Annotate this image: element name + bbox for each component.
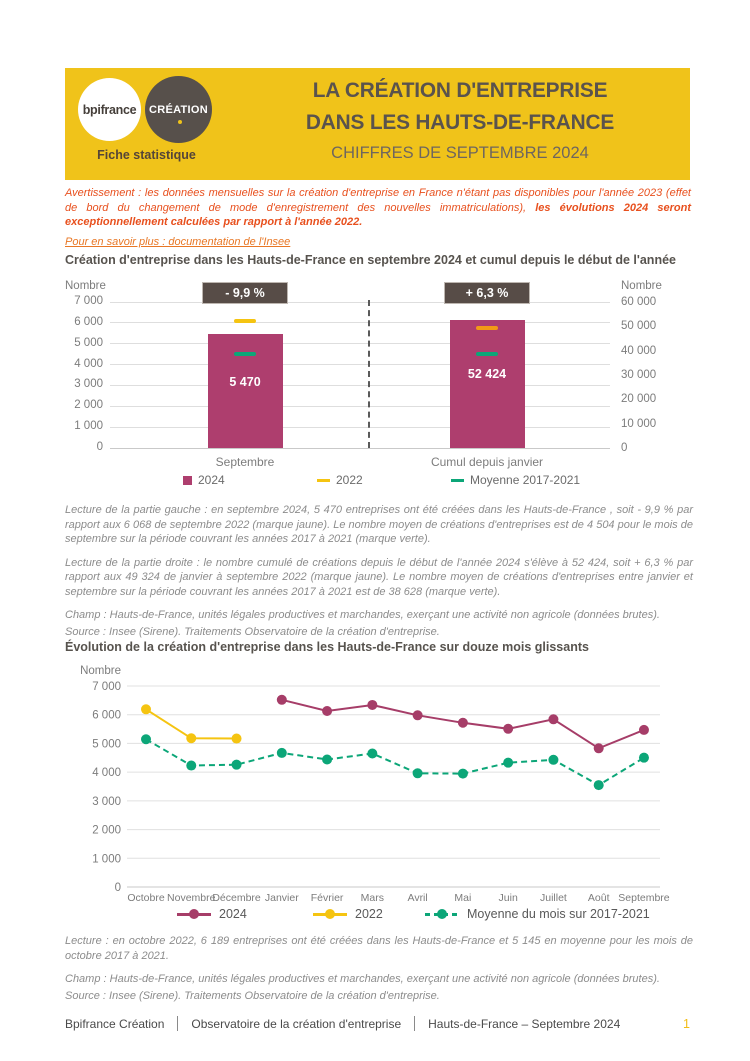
y-axis-tick: 1 000 bbox=[92, 853, 121, 866]
bar-value-label: 5 470 bbox=[229, 374, 261, 389]
right-axis-tick: 40 000 bbox=[621, 344, 657, 357]
evolution-badge: + 6,3 % bbox=[444, 282, 530, 304]
x-axis-label: Février bbox=[310, 892, 344, 904]
right-axis-tick: 60 000 bbox=[621, 296, 657, 308]
page-number: 1 bbox=[683, 1016, 690, 1031]
legend-label-average: Moyenne 2017-2021 bbox=[470, 473, 581, 487]
bar-chart bbox=[65, 280, 690, 494]
y-axis-tick: 6 000 bbox=[92, 709, 121, 722]
right-axis-title: Nombre bbox=[621, 280, 662, 292]
marker-average bbox=[476, 352, 498, 356]
data-point-2024 bbox=[503, 724, 513, 734]
warning-notice bbox=[65, 186, 691, 230]
group-divider bbox=[368, 300, 370, 448]
data-point-2024 bbox=[594, 743, 604, 753]
legend-item-average bbox=[451, 473, 580, 487]
data-point-2022 bbox=[141, 704, 151, 714]
right-axis-tick: 50 000 bbox=[621, 320, 657, 333]
line-legend-marker-2024 bbox=[177, 913, 211, 916]
left-axis-tick: 7 000 bbox=[74, 295, 103, 307]
gridline bbox=[110, 448, 610, 449]
data-point-moyenne-du-mois-sur-2017-2021 bbox=[367, 748, 377, 758]
line-legend-dot-average bbox=[437, 909, 447, 919]
line-legend-item-average bbox=[425, 907, 650, 921]
line-legend-item-2022 bbox=[313, 907, 383, 921]
line-legend-dot-2022 bbox=[325, 909, 335, 919]
page-title-line1: LA CRÉATION D'ENTREPRISE bbox=[312, 78, 608, 102]
warning-notice-regular: Avertissement : les données mensuelles sur la création d'entreprise en France n'étant pas disponibles pour l'année 2023 (effet de bord du changement de mode d'enregistrement des nouvelles immatriculations), bbox=[65, 187, 691, 214]
bpifrance-logo bbox=[78, 78, 141, 141]
legend-item-2022 bbox=[317, 473, 363, 487]
x-axis-label: Juillet bbox=[540, 892, 567, 904]
left-axis-title: Nombre bbox=[65, 280, 106, 292]
left-axis-tick: 2 000 bbox=[74, 399, 103, 412]
source-note-1: Source : Insee (Sirene). Traitements Observatoire de la création d'entreprise. bbox=[65, 625, 440, 638]
data-point-2024 bbox=[413, 710, 423, 720]
right-axis-tick: 10 000 bbox=[621, 417, 657, 430]
evolution-badge: - 9,9 % bbox=[202, 282, 288, 304]
data-point-moyenne-du-mois-sur-2017-2021 bbox=[503, 758, 513, 768]
logo-yellow-dot bbox=[178, 120, 182, 124]
footer-separator bbox=[177, 1016, 178, 1031]
left-axis-tick: 6 000 bbox=[74, 315, 103, 328]
lecture-right-note: Lecture de la partie droite : le nombre cumulé de créations depuis le début de l'année 2024 s'élève à 52 424, soit + 6,3 % par rapport aux 49 324 de janvier à septembre 2022 (marque jaune). Le nombre moyen de créations d'entreprises entre janvier et septembre sur la période couvrant les années 2017 à 2021 est de 38 628 (marque verte). bbox=[65, 556, 693, 598]
x-axis-label: Mars bbox=[360, 892, 385, 904]
header-titles bbox=[240, 74, 680, 168]
header-banner bbox=[65, 68, 690, 180]
legend-item-2024 bbox=[183, 473, 225, 487]
data-point-2024 bbox=[639, 725, 649, 735]
data-point-2024 bbox=[367, 700, 377, 710]
chart2-notes bbox=[65, 934, 693, 1012]
chart1-notes bbox=[65, 503, 693, 648]
x-axis-label: Octobre bbox=[127, 892, 165, 904]
marker-average bbox=[234, 352, 256, 356]
legend-swatch-2024 bbox=[183, 476, 192, 485]
line-legend-marker-average bbox=[425, 913, 459, 916]
gridline bbox=[110, 343, 610, 344]
source-note-2: Source : Insee (Sirene). Traitements Observatoire de la création d'entreprise. bbox=[65, 989, 440, 1002]
y-axis-tick: 0 bbox=[114, 882, 121, 894]
champ-note-1: Champ : Hauts-de-France, unités légales productives et marchandes, exerçant une activité non agricole (données brutes). bbox=[65, 609, 660, 622]
page-title-line2: DANS LES HAUTS-DE-FRANCE bbox=[305, 110, 615, 134]
category-label: Cumul depuis janvier bbox=[430, 455, 544, 469]
marker-2022 bbox=[234, 319, 256, 323]
data-point-moyenne-du-mois-sur-2017-2021 bbox=[458, 769, 468, 779]
legend-swatch-2022 bbox=[317, 479, 330, 482]
data-point-moyenne-du-mois-sur-2017-2021 bbox=[594, 780, 604, 790]
line-legend-marker-2022 bbox=[313, 913, 347, 916]
marker-2022 bbox=[476, 326, 498, 330]
data-point-moyenne-du-mois-sur-2017-2021 bbox=[413, 768, 423, 778]
data-point-2024 bbox=[277, 695, 287, 705]
legend-label-2024: 2024 bbox=[198, 473, 225, 487]
data-point-moyenne-du-mois-sur-2017-2021 bbox=[141, 734, 151, 744]
footer-unit: Observatoire de la création d'entreprise bbox=[191, 1016, 402, 1031]
y-axis-tick: 4 000 bbox=[92, 767, 121, 780]
data-point-2022 bbox=[186, 733, 196, 743]
y-axis-tick: 2 000 bbox=[92, 824, 121, 837]
left-axis-tick: 5 000 bbox=[74, 336, 103, 349]
creation-logo bbox=[145, 76, 212, 143]
footer-edition: Hauts-de-France – Septembre 2024 bbox=[428, 1016, 621, 1031]
bar-2024 bbox=[450, 320, 525, 448]
bpifrance-logo-text: bpifrance bbox=[82, 102, 137, 117]
y-axis-tick: 7 000 bbox=[92, 681, 121, 693]
line-legend-label-average: Moyenne du mois sur 2017-2021 bbox=[467, 907, 650, 921]
gridline bbox=[110, 385, 610, 386]
gridline bbox=[110, 406, 610, 407]
left-axis-tick: 3 000 bbox=[74, 378, 103, 391]
legend-swatch-average bbox=[451, 479, 464, 482]
right-axis-tick: 20 000 bbox=[621, 393, 657, 406]
x-axis-label: Novembre bbox=[167, 892, 216, 904]
line-legend-item-2024 bbox=[177, 907, 247, 921]
champ-note-2: Champ : Hauts-de-France, unités légales productives et marchandes, exerçant une activité non agricole (données brutes). bbox=[65, 973, 660, 986]
lecture-left-note: Lecture de la partie gauche : en septembre 2024, 5 470 entreprises ont été créées dans les Hauts-de-France , soit - 9,9 % par rapport aux 6 068 de septembre 2022 (marque jaune). Le nombre moyen de créations d'entreprises est de 4 504 pour le mois de septembre sur la période couvrant les années 2017 à 2021 (marque verte). bbox=[65, 504, 693, 546]
bar-value-label: 52 424 bbox=[467, 367, 507, 381]
line-chart bbox=[65, 664, 690, 932]
data-point-2024 bbox=[458, 718, 468, 728]
left-axis-tick: 4 000 bbox=[74, 357, 103, 370]
line-chart-canvas bbox=[65, 664, 690, 926]
data-point-2024 bbox=[322, 706, 332, 716]
bar-2024 bbox=[208, 334, 283, 448]
footer-brand: Bpifrance Création bbox=[65, 1016, 165, 1031]
data-point-moyenne-du-mois-sur-2017-2021 bbox=[277, 748, 287, 758]
data-point-2022 bbox=[232, 734, 242, 744]
x-axis-label: Avril bbox=[407, 892, 428, 904]
lecture-note-2: Lecture : en octobre 2022, 6 189 entreprises ont été créées dans les Hauts-de-France et 5 145 en moyenne pour les mois de octobre 2017 à 2021. bbox=[65, 935, 693, 962]
series-line-moyenne-du-mois-sur-2017-2021 bbox=[146, 739, 644, 785]
warning-notice-bold: les évolutions 2024 seront exceptionnellement calculées par rapport à l'année 2022. bbox=[65, 201, 691, 229]
insee-documentation-link[interactable]: Pour en savoir plus : documentation de l'Insee bbox=[65, 236, 291, 248]
gridline bbox=[110, 322, 610, 323]
category-label: Septembre bbox=[215, 455, 275, 469]
section1-title: Création d'entreprise dans les Hauts-de-France en septembre 2024 et cumul depuis le début de l'année bbox=[65, 253, 676, 267]
creation-logo-text: CRÉATION bbox=[148, 103, 209, 116]
line-legend-label-2022: 2022 bbox=[355, 907, 383, 921]
line-legend-label-2024: 2024 bbox=[219, 907, 247, 921]
y-axis-title: Nombre bbox=[80, 665, 121, 677]
x-axis-label: Septembre bbox=[618, 892, 670, 904]
data-point-moyenne-du-mois-sur-2017-2021 bbox=[548, 755, 558, 765]
footer-separator bbox=[414, 1016, 415, 1031]
data-point-moyenne-du-mois-sur-2017-2021 bbox=[186, 761, 196, 771]
page-subtitle: CHIFFRES DE SEPTEMBRE 2024 bbox=[331, 144, 589, 162]
x-axis-label: Mai bbox=[454, 892, 472, 904]
data-point-2024 bbox=[548, 714, 558, 724]
x-axis-label: Août bbox=[587, 892, 610, 904]
data-point-moyenne-du-mois-sur-2017-2021 bbox=[232, 760, 242, 770]
data-point-moyenne-du-mois-sur-2017-2021 bbox=[639, 753, 649, 763]
page-footer bbox=[65, 1016, 690, 1031]
x-axis-label: Janvier bbox=[264, 892, 299, 904]
gridline bbox=[110, 364, 610, 365]
legend-label-2022: 2022 bbox=[336, 473, 363, 487]
right-axis-tick: 0 bbox=[621, 442, 628, 454]
section2-title: Évolution de la création d'entreprise dans les Hauts-de-France sur douze mois glissants bbox=[65, 640, 589, 654]
line-legend-dot-2024 bbox=[189, 909, 199, 919]
x-axis-label: Décembre bbox=[212, 892, 261, 904]
right-axis-tick: 30 000 bbox=[621, 369, 657, 381]
gridline bbox=[110, 427, 610, 428]
tagline: Fiche statistique bbox=[97, 148, 196, 162]
gridline bbox=[110, 302, 610, 303]
left-axis-tick: 1 000 bbox=[74, 420, 103, 433]
data-point-moyenne-du-mois-sur-2017-2021 bbox=[322, 755, 332, 765]
y-axis-tick: 3 000 bbox=[92, 795, 121, 808]
left-axis-tick: 0 bbox=[96, 441, 103, 453]
y-axis-tick: 5 000 bbox=[92, 738, 121, 751]
x-axis-label: Juin bbox=[498, 892, 518, 904]
